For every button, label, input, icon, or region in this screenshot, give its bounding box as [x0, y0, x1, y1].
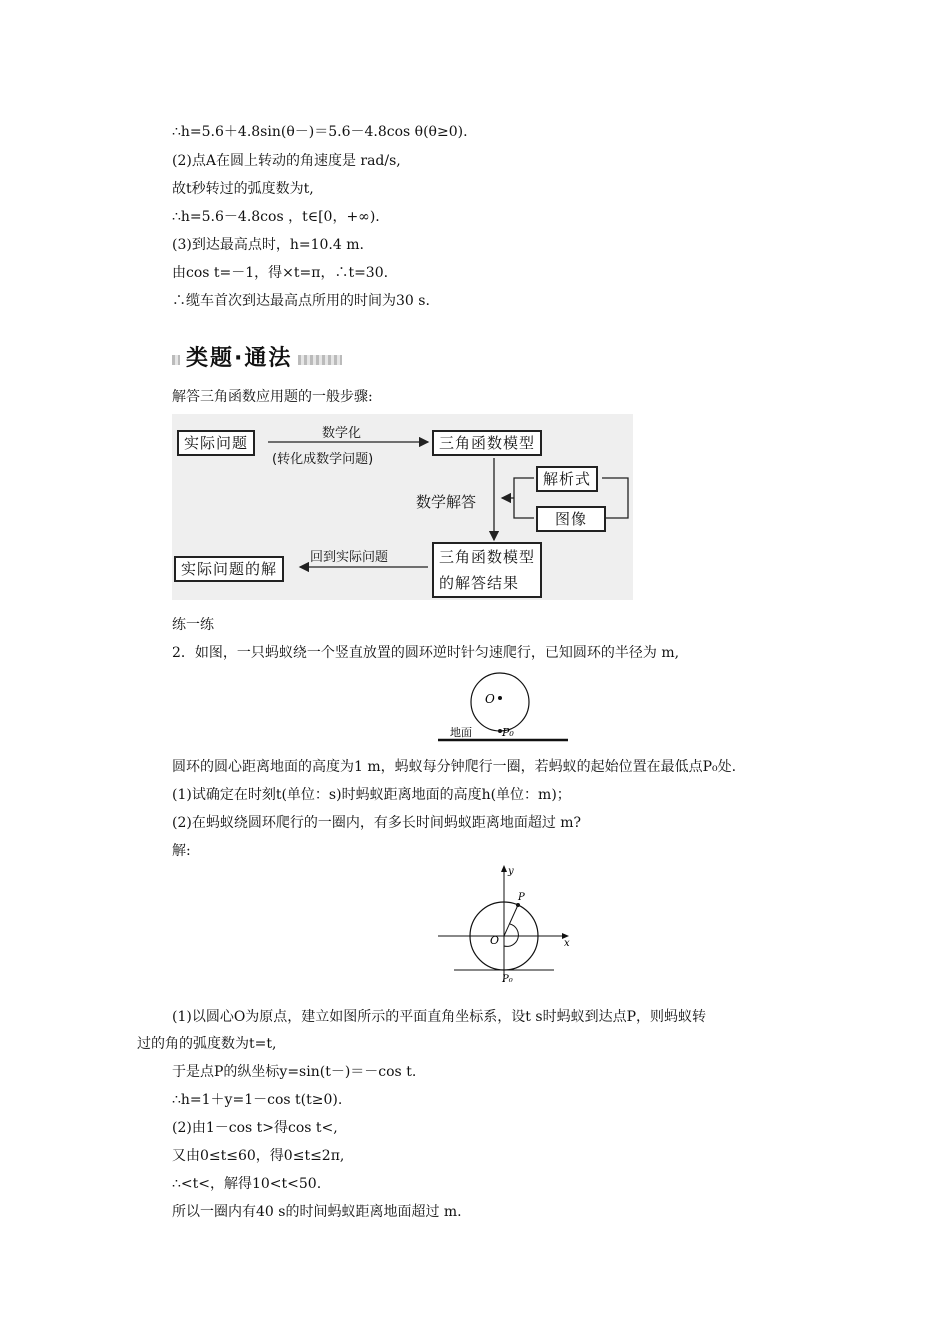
center-dot: [498, 696, 502, 700]
text-line: ∴缆车首次到达最高点所用的时间为30 s.: [172, 293, 430, 309]
result-line-2: 的解答结果: [439, 574, 520, 592]
banner-title: 类题·通法: [180, 341, 298, 372]
label-mathematize: 数学化: [322, 426, 362, 441]
text-line: 又由0≤t≤60，得0≤t≤2π,: [172, 1148, 345, 1164]
text-line: (1)以圆心O为原点，建立如图所示的平面直角坐标系，设t s时蚂蚁到达点P，则蚂蚁转: [172, 1009, 706, 1025]
y-label: y: [508, 866, 514, 877]
text-line: (1)试确定在时刻t(单位：s)时蚂蚁距离地面的高度h(单位：m)；: [172, 787, 571, 803]
start-label: P₀: [502, 726, 514, 739]
text-line: (2)在蚂蚁绕圆环爬行的一圈内，有多长时间蚂蚁距离地面超过 m?: [172, 815, 582, 831]
box-actual-problem: 实际问题: [177, 430, 255, 456]
intro-text: 解答三角函数应用题的一般步骤:: [172, 389, 373, 405]
radius-op: [504, 905, 518, 936]
text-line: ∴h=1＋y=1－cos t(t≥0).: [172, 1092, 343, 1108]
box-trig-result: [432, 542, 542, 598]
text-line: 于是点P的纵坐标y=sin(t－)＝－cos t.: [172, 1064, 417, 1080]
y-arrow: [501, 865, 507, 872]
center-label: O: [485, 692, 495, 706]
text-line: 解:: [172, 843, 191, 859]
label-math-solve: 数学解答: [416, 493, 477, 511]
question-2: 2．如图，一只蚂蚁绕一个竖直放置的圆环逆时针匀速爬行，已知圆环的半径为 m,: [172, 645, 680, 661]
text-line: 过的角的弧度数为t=t,: [137, 1036, 277, 1052]
ring-circle: [471, 673, 529, 731]
ground-label: 地面: [450, 726, 472, 739]
text-line: ∴<t<，解得10<t<50.: [172, 1176, 322, 1192]
x-label: x: [564, 938, 570, 949]
point-p-dot: [516, 903, 520, 907]
text-line: 故t秒转过的弧度数为t,: [172, 181, 314, 197]
box-trig-model: 三角函数模型: [432, 430, 542, 456]
origin-label: O: [490, 934, 500, 947]
section-banner: [172, 341, 342, 375]
point-p-label: P: [518, 892, 525, 903]
flowchart: [172, 414, 633, 600]
text-line: ∴h=5.6－4.8cos ，t∈[0，+∞).: [172, 209, 380, 225]
text-line: ∴h=5.6＋4.8sin(θ－)＝5.6－4.8cos θ(θ≥0).: [172, 124, 468, 140]
box-solution: 实际问题的解: [174, 556, 284, 582]
text-line: (2)由1－cos t>得cos t<,: [172, 1120, 338, 1136]
practice-title: 练一练: [172, 617, 214, 633]
text-line: 圆环的圆心距离地面的高度为1 m，蚂蚁每分钟爬行一圈，若蚂蚁的起始位置在最低点P₀处.: [172, 759, 737, 775]
label-back-to-problem: 回到实际问题: [310, 550, 389, 565]
start-label: P₀: [502, 974, 513, 985]
text-line: (3)到达最高点时，h=10.4 m.: [172, 237, 364, 253]
text-line: 由cos t=－1，得×t=π，∴t=30.: [172, 265, 389, 281]
angle-arc: [504, 924, 518, 946]
text-line: (2)点A在圆上转动的角速度是 rad/s,: [172, 153, 401, 169]
ring-figure: [430, 670, 575, 746]
box-graph: 图像: [536, 506, 606, 532]
result-line-1: 三角函数模型: [439, 548, 536, 566]
label-convert: (转化成数学问题): [272, 452, 374, 467]
text-line: 所以一圈内有40 s的时间蚂蚁距离地面超过 m.: [172, 1204, 462, 1220]
coordinate-figure: [436, 862, 576, 987]
box-formula: 解析式: [536, 466, 598, 492]
